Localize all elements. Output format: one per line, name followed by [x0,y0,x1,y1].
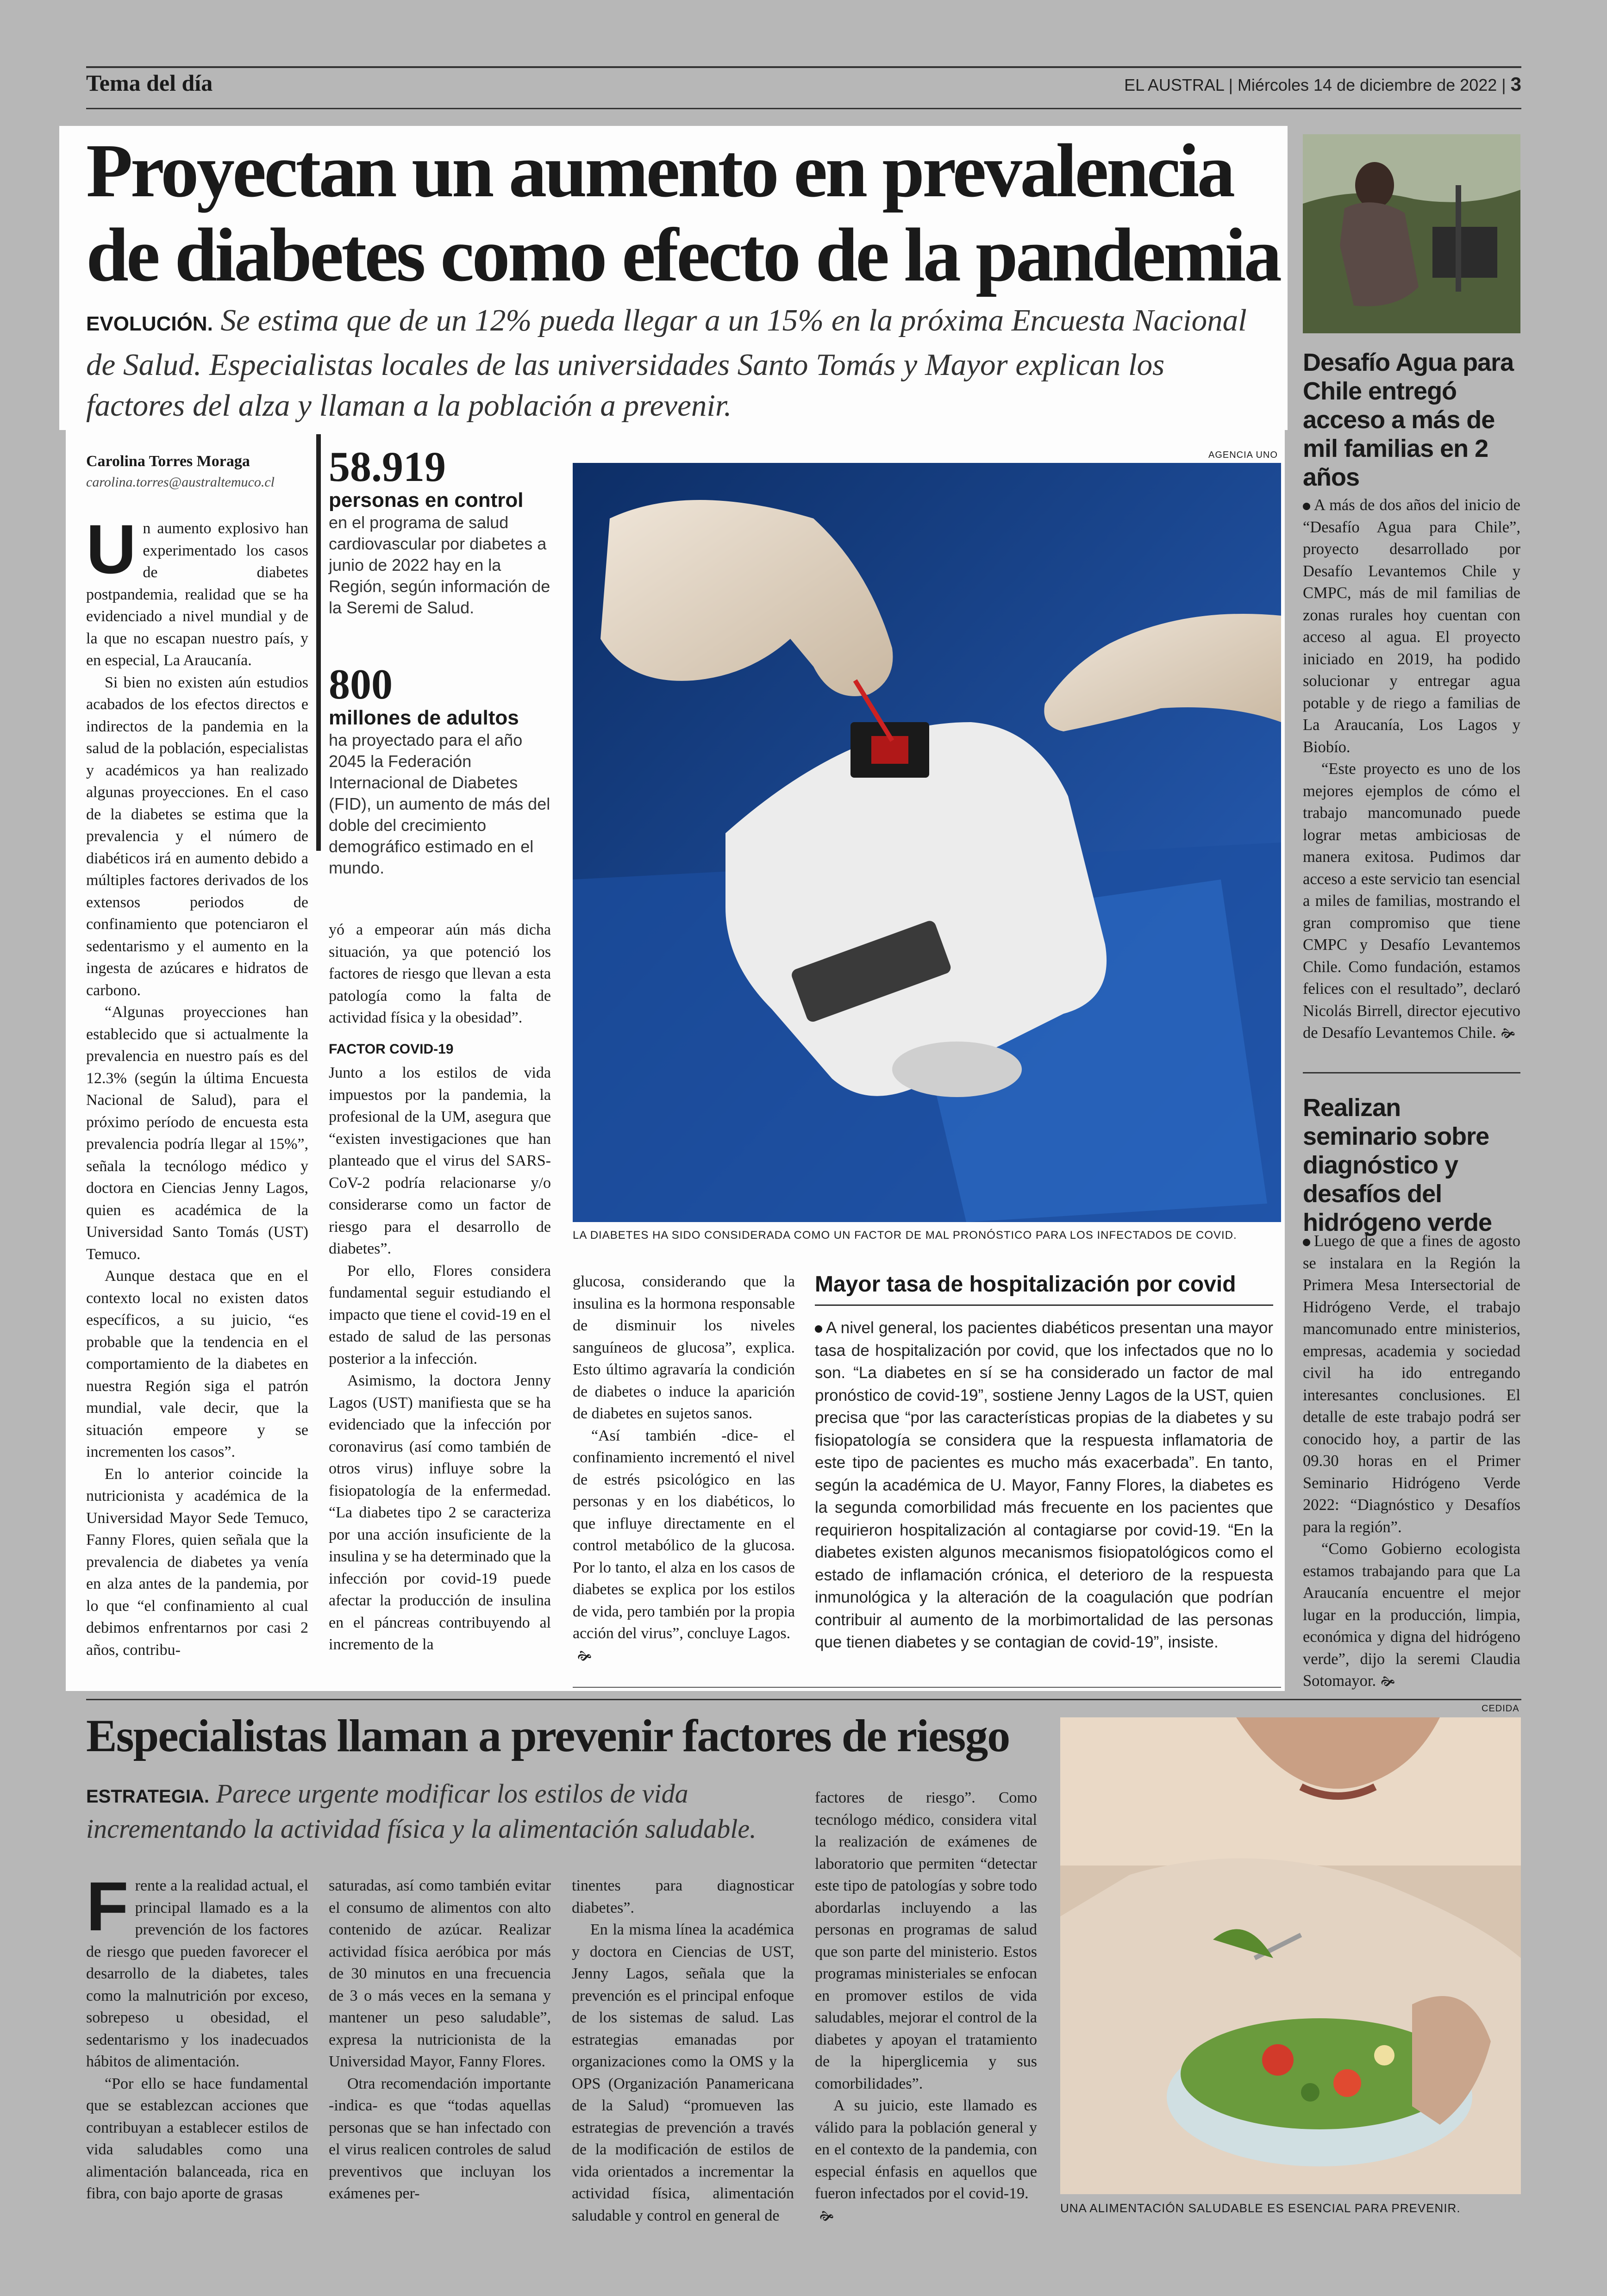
box-title: Mayor tasa de hospitalización por covid [815,1272,1236,1297]
paragraph: Aunque destaca que en el contexto local no existen datos específicos, a su juicio, “es probable que la tendencia en el comportamiento de la diabetes en nuestra Región siga el patrón mundial, vale decir, que la situación empeore y se incrementen los casos”. [86,1267,308,1460]
paragraph: A su juicio, este llamado es válido para la población general y en el contexto de la pandemia, con especial énfasis en aquellos que fueron infectados por el covid-19. [815,2097,1037,2202]
paragraph: “Así también -dice- el confinamiento incrementó el nivel de estrés psicológico en las personas y en los diabéticos, lo que influye directamente en el control metabólico de la glucosa. Por lo tanto, el alza en los casos de diabetes se explica por los estilos de vida, pero también por la propia acción del virus”, concluye Lagos. [573,1427,795,1642]
second-deck [86,1778,808,1845]
paragraph: “Por ello se hace fundamental que se establezcan acciones que contribuyan a establecer estilos de vida saludables como una alimentación balanceada, rica en fibra, con bajo aporte de grasas [86,2075,308,2202]
paragraph: Si bien no existen aún estudios acabados de los efectos directos e indirectos de la pandemia en la salud de la población, especialistas y académicos ya han realizado algunas proyecciones. En el caso de la diabetes se estima que la prevalencia y el número de diabéticos irá en aumento debido a múltiples factores derivados de los extensos periodos de confinamiento que potenciaron el sedentarismo y el aumento en la ingesta de azúcares e hidratos de carbono. [86,674,308,999]
publication-name: EL AUSTRAL [1124,75,1224,94]
paragraph: “Este proyecto es uno de los mejores ejemplos de cómo el trabajo mancomunado puede lograr metas ambiciosas de manera exitosa. Pudimos dar acceso a este servicio tan esencial a miles de familias, mostrando el gran compromiso que tiene CMPC y Desafío Levantemos Chile. Como fundación, estamos felices con el resultado”, declaró Nicolás Birrell, director ejecutivo de Desafío Levantemos Chile. [1303,760,1520,1042]
paragraph: “Algunas proyecciones han establecido que si actualmente la prevalencia en nuestro país es del 12.3% (según la última Encuesta Nacional de Salud), para el próximo período de encuesta esta prevalencia podría llegar al 15%”, señala la tecnólogo médico y doctora en Ciencias Jenny Lagos, quien es académica de la Universidad Santo Tomás (UST) Temuco. [86,1004,308,1263]
stats-rule [316,434,321,851]
paragraph: rente a la realidad actual, el principal llamado es a la prevención de los factores de riesgo que pueden favorecer el desarrollo de la diabetes, tales como la malnutrición por exceso, sobrepeso u obesidad, el sedentarismo y los inadecuados hábitos de alimentación. [86,1877,308,2070]
deck-kicker: EVOLUCIÓN. [86,312,213,335]
second-column-4 [815,1787,1037,2273]
byline-author: Carolina Torres Moraga [86,453,250,470]
main-headline [86,129,1281,297]
main-column-1 [86,510,308,1675]
dropcap: U [86,510,137,588]
paragraph: yó a empeorar aún más dicha situación, ya que potenció los factores de riesgo que llevan a esta patología como la falta de actividad física y la obesidad”. [329,921,551,1026]
header-top-rule [86,66,1521,68]
sidebar-story1-body [1303,494,1520,1045]
paragraph: En lo anterior coincide la nutricionista y académica de la Universidad Mayor Sede Temuco, Fanny Flores, quien señala que la prevalencia de diabetes ya venía en alza antes de la pandemia, por lo que “el confinamiento al cual debimos enfrentarnos por casi 2 años, contribu- [86,1465,308,1659]
photo-caption: LA DIABETES HA SIDO CONSIDERADA COMO UN FACTOR DE MAL PRONÓSTICO PARA LOS INFECTADOS DE COVID. [573,1229,1237,1242]
page-number: 3 [1510,73,1521,95]
second-headline: Especialistas llaman a prevenir factores de riesgo [86,1710,1010,1761]
paragraph: Luego de que a fines de agosto se instalara en la Región la Primera Mesa Intersectorial de Hidrógeno Verde, el trabajo mancomunado entre ministerios, empresas, academia y sociedad civil ha ido entregando interesantes conclusiones. El detalle de este trabajo podrá ser conocido hoy, a partir de las 09.30 horas en el Primer Seminario Hidrógeno Verde 2022: “Diagnóstico y Desafíos para la región”. [1303,1232,1520,1536]
photo-caption: UNA ALIMENTACIÓN SALUDABLE ES ESENCIAL PARA PREVENIR. [1060,2201,1461,2215]
paragraph: tinentes para diagnosticar diabetes”. [572,1877,794,1916]
paragraph: Asimismo, la doctora Jenny Lagos (UST) manifiesta que se ha evidenciado que la infección por coronavirus (así como también de otros virus) influye sobre la fisiopatología de la enfermedad. “La diabetes tipo 2 se caracteriza por una acción insuficiente de la insulina y se ha determinado que la infección por covid-19 puede afectar la producción de insulina en el páncreas contribuyendo al incremento de la [329,1372,551,1653]
sidebar-story1-title: Desafío Agua para Chile entregó acceso a más de mil familias en 2 años [1303,349,1514,491]
end-mark-icon: 🙞 [1381,1674,1395,1689]
sidebar-photo [1303,134,1520,333]
paragraph: “Como Gobierno ecologista estamos trabajando para que La Araucanía encuentre el mejor lugar en la producción, limpia, económica y digna del hidrógeno verde”, dijo la seremi Claudia Sotomayor. [1303,1540,1520,1690]
main-deck [86,300,1262,426]
end-mark-icon: 🙞 [1501,1026,1515,1041]
bullet-icon [815,1325,822,1333]
bullet-icon [1303,1239,1310,1246]
stat-text: en el programa de salud cardiovascular por diabetes a junio de 2022 hay en la Región, según información de la Seremi de Salud. [329,513,550,617]
main-column-3 [573,1271,795,1683]
stat-block-2 [329,662,560,879]
headline-line-2: de diabetes como efecto de la pandemia [86,212,1280,297]
end-mark-icon: 🙞 [577,1648,592,1663]
header-bottom-rule [86,108,1521,109]
subhead: FACTOR COVID-19 [329,1041,454,1057]
paragraph: glucosa, considerando que la insulina es la hormona responsable de disminuir los niveles sanguíneos de glucosa”, explica. Esto último agravaría la condición de diabetes o induce la aparición de diabetes en sujetos sanos. [573,1273,795,1422]
stat-text: ha proyectado para el año 2045 la Federación Internacional de Diabetes (FID), un aumento de más del doble del crecimiento demográfico estimado en el mundo. [329,730,550,877]
stat-number: 58.919 [329,443,446,490]
box-text [815,1317,1273,1654]
end-mark-icon: 🙞 [819,2209,834,2223]
paragraph: A más de dos años del inicio de “Desafío Agua para Chile”, proyecto desarrollado por Desafío Levantemos Chile y CMPC, más de mil familias de zonas rurales hoy cuentan con acceso al agua. El proyecto iniciado en 2019, ha podido solucionar y entregar agua potable y de riego a familias de La Araucanía, Los Lagos y Biobío. [1303,496,1520,756]
paragraph: saturadas, así como también evitar el consumo de alimentos con alto contenido de azúcar. Realizar actividad física aeróbica por más de 30 minutos en una frecuencia de 3 o más veces en la semana y mantener un peso saludable”, expresa la nutricionista de la Universidad Mayor, Fanny Flores. [329,1877,551,2070]
second-column-2 [329,1875,551,2273]
box-paragraph: A nivel general, los pacientes diabéticos presentan una mayor tasa de hospitalización por covid, que los infectados que no lo son. “La diabetes en sí se ha considerado un factor de mal pronóstico de covid-19”, sostiene Jenny Lagos de la UST, quien precisa que “por las características propias de la diabetes y su fisiopatología se considera que la respuesta inflamatoria de este tipo de pacientes es mucho más exacerbada”. En tanto, según la académica de U. Mayor, Fanny Flores, la diabetes es la segunda comorbilidad más frecuente en los pacientes que requirieron hospitalización al contagiarse por covid-19. “En la diabetes existen algunos mecanismos fisiopatológicos como el estado de inflamación crónica, el deterioro de la respuesta inmunológica y la alteración de la coagulación que podrían contribuir al aumento de la morbimortalidad de las personas que tienen diabetes y se contagian de covid-19”, insiste. [815,1319,1273,1651]
main-column-2 [329,919,551,1678]
stat-label: millones de adultos [329,706,519,729]
sidebar-story2-body [1303,1230,1520,1693]
bullet-icon [1303,503,1310,510]
stat-block-1 [329,444,560,618]
salad-photo [1060,1717,1521,2194]
stat-number: 800 [329,661,393,708]
paragraph: Por ello, Flores considera fundamental seguir estudiando el impacto que tiene el covid-19 en el estado de salud de las personas posterior a la infección. [329,1262,551,1367]
paragraph: factores de riesgo”. Como tecnólogo médico, considera vital la realización de exámenes de laboratorio que permiten “detectar este tipo de patologías y sobre todo abordarlas incluyendo a las personas en programas de salud que son parte del ministerio. Estos programas ministeriales se enfocan en promover estilos de vida saludables, mejorar el control de la diabetes y apoyan el tratamiento de la hiperglicemia y sus comorbilidades”. [815,1789,1037,2092]
photo-credit: AGENCIA UNO [1208,450,1278,460]
glucometer-photo [573,463,1281,1222]
sidebar-divider [1303,1072,1520,1073]
sidebar-story2-title: Realizan seminario sobre diagnóstico y desafíos del hidrógeno verde [1303,1094,1492,1236]
deck-text: Se estima que de un 12% pueda llegar a un 15% en la próxima Encuesta Nacional de Salud. Especialistas locales de las universidades Santo Tomás y Mayor explican los factores del alza y llaman a la población a prevenir. [86,303,1247,423]
paragraph: Junto a los estilos de vida impuestos por la pandemia, la profesional de la UM, asegura que “existen investigaciones que han planteado que el virus del SARS-CoV-2 podría relacionarse y/o considerarse como un factor de riesgo para el desarrollo de diabetes”. [329,1064,551,1257]
box-title-rule [815,1304,1273,1306]
headline-line-1: Proyectan un aumento en prevalencia [86,128,1233,213]
folio: EL AUSTRAL | Miércoles 14 de diciembre de 2022 | 3 [1124,73,1521,95]
second-column-3 [572,1875,794,2273]
paragraph: n aumento explosivo han experimentado los casos de diabetes postpandemia, realidad que se ha evidenciado a nivel mundial y de la que no escapan nuestro país, y en especial, La Araucanía. [86,520,308,669]
byline-email: carolina.torres@australtemuco.cl [86,474,275,490]
stat-label: personas en control [329,489,524,512]
paragraph: Otra recomendación importante -indica- es que “todas aquellas personas que se han infectado con el virus realicen controles de salud preventivos que incluyan los exámenes per- [329,2075,551,2202]
deck-kicker: ESTRATEGIA. [86,1786,209,1807]
deck-text: Parece urgente modificar los estilos de vida incrementando la actividad física y la alimentación saludable. [86,1778,757,1844]
second-article-top-rule [86,1699,1521,1700]
photo-credit: CEDIDA [1482,1703,1519,1714]
section-label: Tema del día [86,70,213,96]
second-column-1 [86,1867,308,2273]
issue-date: Miércoles 14 de diciembre de 2022 [1237,75,1497,94]
dropcap: F [86,1867,129,1945]
paragraph: En la misma línea la académica y doctora en Ciencias de UST, Jenny Lagos, señala que la prevención es el principal enfoque de los sistemas de salud. Las estrategias emanadas por organizaciones como la OMS y la OPS (Organización Panamericana de la Salud) “promueven las estrategias de prevención a través de la modificación de estilos de vida orientados a incrementar la actividad física, alimentación saludable y control en general de [572,1921,794,2224]
box-bottom-rule [573,1687,1281,1688]
